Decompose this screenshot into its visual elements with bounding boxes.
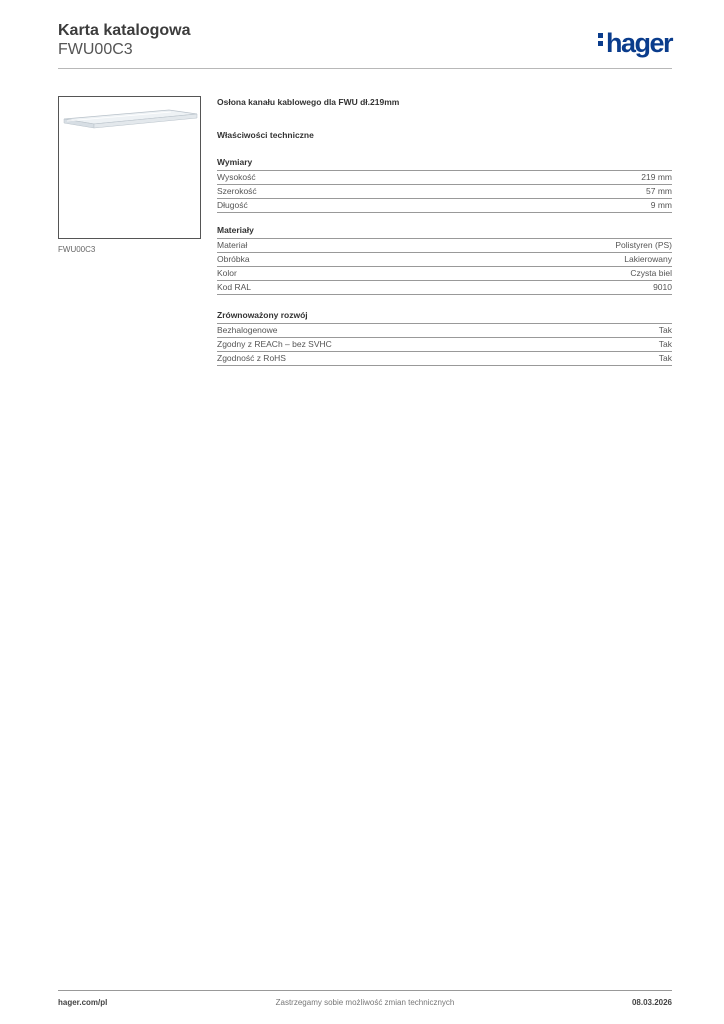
spec-group-sustainability [217, 309, 672, 366]
product-code: FWU00C3 [58, 41, 133, 58]
header-divider [58, 68, 672, 69]
spec-label: Obróbka [217, 254, 250, 264]
spec-row [217, 239, 672, 253]
spec-value: Czysta biel [630, 268, 672, 278]
spec-label: Długość [217, 200, 248, 210]
spec-label: Kolor [217, 268, 237, 278]
footer-disclaimer: Zastrzegamy sobie możliwość zmian technicznych [275, 998, 455, 1007]
spec-row [217, 338, 672, 352]
product-image-frame [58, 96, 201, 239]
spec-row [217, 267, 672, 281]
spec-value: 9010 [653, 282, 672, 292]
spec-row [217, 185, 672, 199]
spec-value: 57 mm [646, 186, 672, 196]
footer-website-link[interactable]: hager.com/pl [58, 998, 108, 1007]
spec-group-title: Materiały [217, 224, 672, 239]
spec-heading: Właściwości techniczne [217, 130, 314, 140]
spec-label: Materiał [217, 240, 248, 250]
spec-value: Tak [658, 325, 672, 335]
hager-logo [598, 28, 672, 58]
spec-row [217, 171, 672, 185]
spec-row [217, 199, 672, 213]
spec-value: Tak [658, 353, 672, 363]
spec-value: 219 mm [641, 172, 672, 182]
spec-row [217, 253, 672, 267]
spec-value: Tak [658, 339, 672, 349]
logo-colon-icon [598, 30, 604, 49]
spec-label: Wysokość [217, 172, 256, 182]
footer-date: 08.03.2026 [631, 998, 672, 1007]
product-name: Osłona kanału kablowego dla FWU dł.219mm [217, 97, 400, 107]
cable-cover-image [59, 97, 200, 238]
spec-value: 9 mm [650, 200, 672, 210]
spec-label: Kod RAL [217, 282, 252, 292]
spec-value: Polistyren (PS) [615, 240, 672, 250]
product-image-caption: FWU00C3 [58, 245, 96, 254]
logo-text: hager [605, 28, 672, 58]
spec-row [217, 281, 672, 295]
document-title: Karta katalogowa [58, 22, 191, 39]
spec-label: Zgodny z REACh – bez SVHC [217, 339, 332, 349]
spec-row [217, 352, 672, 366]
document-header [58, 22, 672, 68]
spec-value: Lakierowany [624, 254, 672, 264]
spec-group-materials [217, 224, 672, 295]
spec-label: Bezhalogenowe [217, 325, 278, 335]
spec-label: Zgodność z RoHS [217, 353, 286, 363]
spec-label: Szerokość [217, 186, 257, 196]
spec-row [217, 324, 672, 338]
footer-divider [58, 990, 672, 991]
document-footer [58, 998, 672, 1010]
spec-group-dimensions [217, 156, 672, 213]
spec-group-title: Wymiary [217, 156, 672, 171]
spec-section [217, 96, 672, 366]
spec-group-title: Zrównoważony rozwój [217, 309, 672, 324]
